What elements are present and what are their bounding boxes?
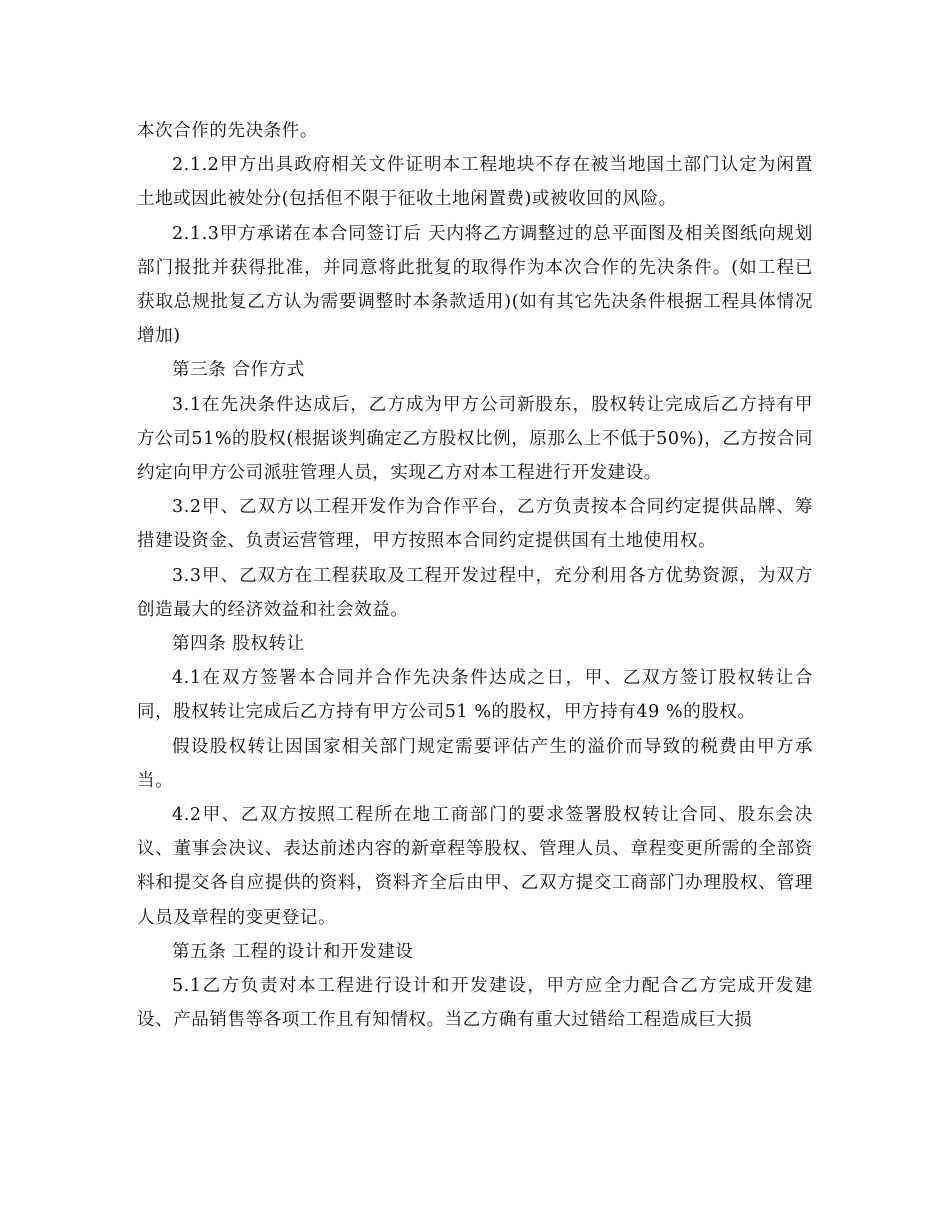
- document-body: [137, 114, 813, 1037]
- paragraph-5-1: 5.1乙方负责对本工程进行设计和开发建设，甲方应全力配合乙方完成开发建设、产品销售等各项工作且有知情权。当乙方确有重大过错给工程造成巨大损: [137, 976, 813, 1031]
- paragraph-4-2: 4.2甲、乙双方按照工程所在地工商部门的要求签署股权转让合同、股东会决议、董事会决议、表达前述内容的新章程等股权、管理人员、章程变更所需的全部资料和提交各自应提供的资料，资料齐全后由甲、乙双方提交工商部门办理股权、管理人员及章程的变更登记。: [137, 805, 813, 928]
- section-heading-article-3: 第三条 合作方式: [172, 360, 305, 381]
- paragraph-4-1: 4.1在双方签署本合同并合作先决条件达成之日，甲、乙双方签订股权转让合同，股权转让完成后乙方持有甲方公司51 %的股权，甲方持有49 %的股权。: [137, 668, 813, 723]
- paragraph-3-2: 3.2甲、乙双方以工程开发作为合作平台，乙方负责按本合同约定提供品牌、筹措建设资金、负责运营管理，甲方按照本合同约定提供国有土地使用权。: [137, 497, 813, 552]
- paragraph-precondition-end: 本次合作的先决条件。: [137, 121, 318, 141]
- paragraph-3-1: 3.1在先决条件达成后，乙方成为甲方公司新股东，股权转让完成后乙方持有甲方公司51%的股权(根据谈判确定乙方股权比例，原那么上不低于50%)，乙方按合同约定向甲方公司派驻管理人员，实现乙方对本工程进行开发建设。: [137, 394, 813, 484]
- paragraph-tax-assumption: 假设股权转让因国家相关部门规定需要评估产生的溢价而导致的税费由甲方承当。: [137, 736, 813, 791]
- section-heading-article-4: 第四条 股权转让: [172, 634, 305, 655]
- paragraph-2-1-3: 2.1.3甲方承诺在本合同签订后 天内将乙方调整过的总平面图及相关图纸向规划部门报批并获得批准，并同意将此批复的取得作为本次合作的先决条件。(如工程已获取总规批复乙方认为需要调整时本条款适用)(如有其它先决条件根据工程具体情况增加): [137, 223, 813, 347]
- section-heading-article-5: 第五条 工程的设计和开发建设: [172, 941, 414, 962]
- paragraph-2-1-2: 2.1.2甲方出具政府相关文件证明本工程地块不存在被当地国土部门认定为闲置土地或因此被处分(包括但不限于征收土地闲置费)或被收回的风险。: [137, 155, 813, 210]
- paragraph-3-3: 3.3甲、乙双方在工程获取及工程开发过程中，充分利用各方优势资源，为双方创造最大的经济效益和社会效益。: [137, 565, 813, 620]
